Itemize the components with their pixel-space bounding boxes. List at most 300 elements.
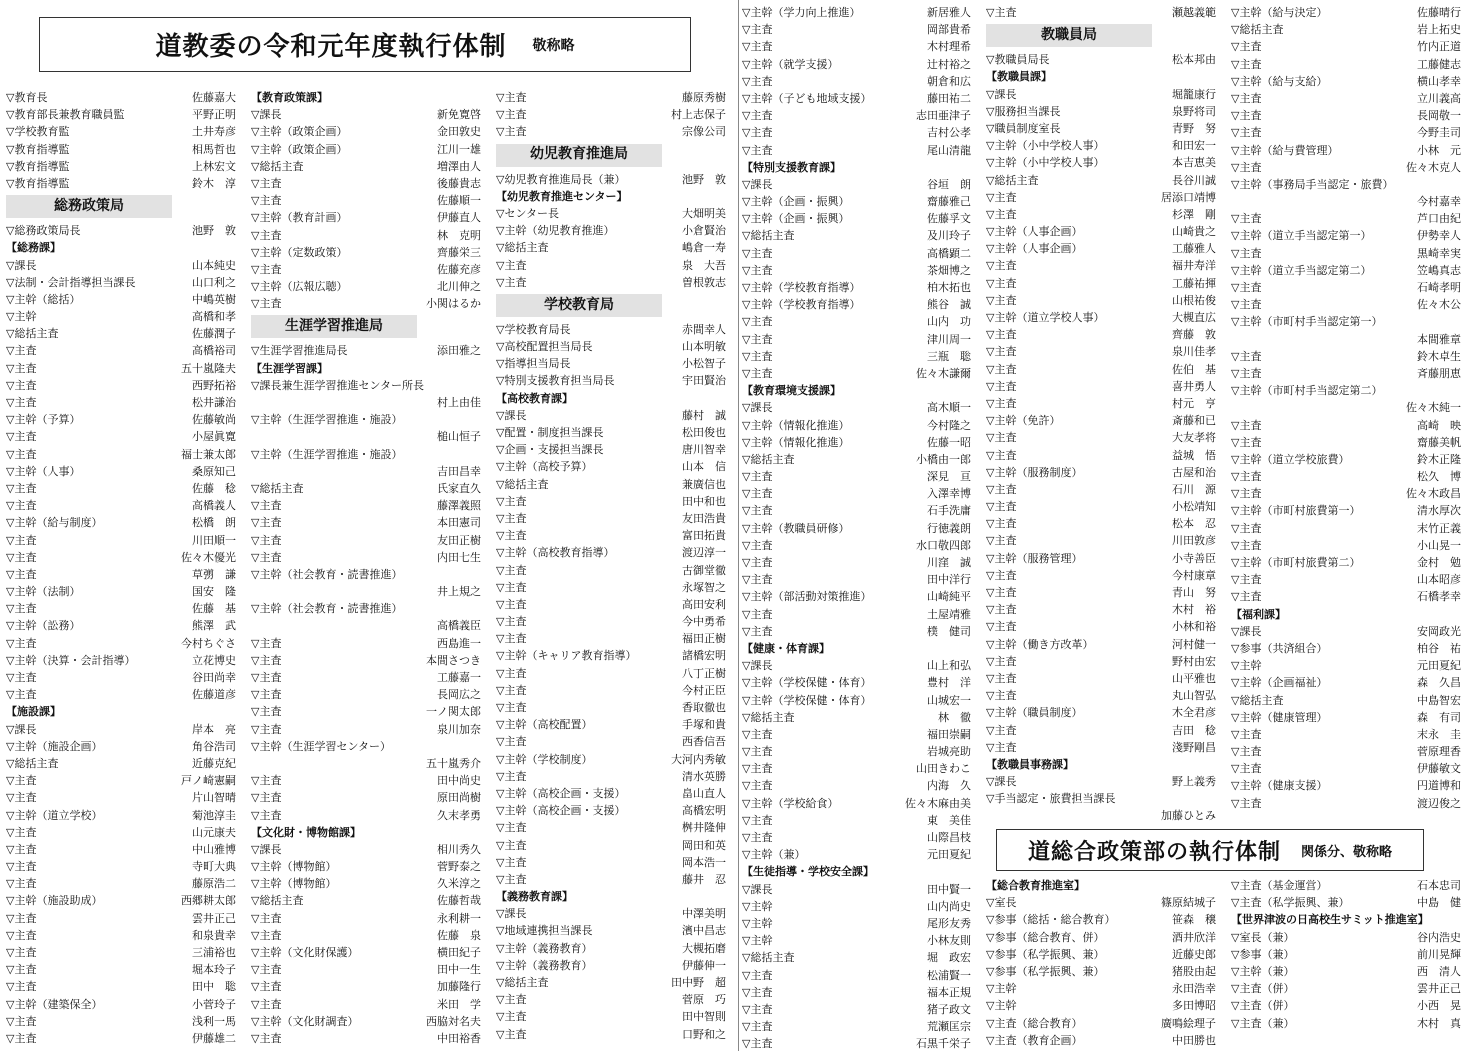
staff-name: 福井寿洋 <box>1172 259 1216 273</box>
position-title: ▽主幹（就学支援） <box>742 57 839 71</box>
staff-row <box>742 399 971 416</box>
title-note: 敬称略 <box>532 37 575 54</box>
position-title: ▽主査 <box>6 980 37 994</box>
position-title: ▽幼児教育推進局長（兼） <box>496 172 626 186</box>
staff-row <box>986 275 1216 292</box>
staff-row <box>1231 21 1461 38</box>
position-title: ▽主査 <box>496 701 527 715</box>
staff-name: 友田浩貴 <box>682 511 726 525</box>
position-title: ▽主幹（健康支援） <box>1231 779 1328 793</box>
staff-name: 山際昌枝 <box>927 831 971 845</box>
staff-name: 五十嵐秀介 <box>426 756 481 770</box>
staff-row <box>742 279 971 296</box>
staff-name: 佐々木純一 <box>1406 401 1461 415</box>
staff-name: 松田俊也 <box>682 426 726 440</box>
staff-row <box>1231 623 1461 640</box>
position-title: ▽主査 <box>986 396 1017 410</box>
staff-name: 田中智則 <box>682 1010 726 1024</box>
staff-row <box>1231 124 1461 141</box>
staff-name: 高橋裕司 <box>192 344 236 358</box>
staff-row <box>6 123 236 140</box>
staff-row <box>986 257 1216 274</box>
staff-row <box>1231 760 1461 777</box>
position-title: ▽主査 <box>496 1027 527 1041</box>
staff-name: 森 久昌 <box>1417 676 1461 690</box>
position-title: ▽総括主査 <box>496 477 549 491</box>
staff-row <box>986 309 1216 326</box>
staff-name: 高崎 映 <box>1417 418 1461 432</box>
staff-name: 高橋義臣 <box>437 619 481 633</box>
position-title: ▽主査 <box>986 6 1017 19</box>
position-title: ▽主査 <box>251 550 282 564</box>
staff-name: 三瓶 聡 <box>927 349 971 363</box>
position-title: ▽主査 <box>251 997 282 1011</box>
staff-name: 居添口靖博 <box>1161 190 1216 204</box>
position-title: ▽主査 <box>742 556 773 570</box>
staff-name: 兼廣信也 <box>682 477 726 491</box>
position-title: ▽主査（兼） <box>1231 1016 1295 1030</box>
staff-name: 中山雅博 <box>192 842 236 856</box>
staff-row <box>1231 176 1461 193</box>
staff-row <box>742 949 971 966</box>
staff-row <box>742 468 971 485</box>
position-title: ▽主査 <box>6 378 37 392</box>
staff-name: 国安 隆 <box>192 585 236 599</box>
position-title: ▽室長 <box>986 896 1017 910</box>
position-title: ▽主査 <box>6 842 37 856</box>
position-title: ▽主査 <box>496 993 527 1007</box>
staff-row <box>1231 417 1461 434</box>
staff-name: 山元康夫 <box>192 825 236 839</box>
staff-row <box>1231 210 1461 227</box>
division-heading: 【教職員課】 <box>986 70 1052 84</box>
staff-row <box>1231 296 1461 313</box>
staff-row <box>251 996 481 1013</box>
staff-row <box>1231 227 1461 244</box>
staff-row <box>742 674 971 691</box>
staff-row <box>1231 468 1461 485</box>
position-title: ▽総括主査 <box>496 976 549 990</box>
staff-row <box>496 768 726 785</box>
staff-row <box>742 434 971 451</box>
position-title: ▽主査 <box>1231 160 1262 174</box>
staff-name: 佐藤 泉 <box>437 928 481 942</box>
staff-row <box>742 554 971 571</box>
position-title: ▽主幹（教職員研修） <box>742 521 850 535</box>
staff-row <box>251 600 481 617</box>
position-title: ▽主査 <box>251 228 282 242</box>
staff-name: 本間雅章 <box>1417 332 1461 346</box>
staff-name: 手塚和貴 <box>682 718 726 732</box>
staff-name: 佐々木優光 <box>181 550 236 564</box>
staff-name: 大畑明美 <box>682 206 726 220</box>
staff-name: 山平雅也 <box>1172 671 1216 685</box>
position-title: ▽主査（基金運営） <box>1231 879 1328 892</box>
staff-name: 村上志保子 <box>671 108 726 122</box>
staff-name: 藤井 忍 <box>682 872 726 886</box>
position-title: ▽主査 <box>742 246 773 260</box>
staff-row <box>251 892 481 909</box>
staff-row <box>742 898 971 915</box>
staff-name: 青山 努 <box>1172 586 1216 600</box>
position-title: ▽主査 <box>6 963 37 977</box>
position-title: ▽主幹（給与制度） <box>6 516 103 530</box>
position-title: ▽主査 <box>742 126 773 140</box>
staff-row <box>986 120 1216 137</box>
staff-name: 木村 裕 <box>1172 603 1216 617</box>
staff-row <box>6 875 236 892</box>
staff-row <box>251 446 481 463</box>
position-title: ▽教育指導監 <box>6 159 70 173</box>
position-title: ▽主幹（高校配置） <box>496 718 593 732</box>
staff-row <box>6 978 236 995</box>
staff-row <box>251 841 481 858</box>
position-title: ▽主幹（博物館） <box>251 860 337 874</box>
position-title: ▽主査 <box>742 573 773 587</box>
position-title: ▽主幹（社会教育・読書推進） <box>251 567 403 581</box>
staff-row <box>986 172 1216 189</box>
staff-row <box>6 789 236 806</box>
position-title: ▽課長 <box>986 775 1017 789</box>
staff-column-6 <box>1231 4 1461 812</box>
staff-name: 小松靖知 <box>1172 500 1216 514</box>
staff-row <box>1231 571 1461 588</box>
staff-row <box>6 1013 236 1030</box>
staff-name: 村上由佳 <box>437 396 481 410</box>
staff-name: 永塚智之 <box>682 580 726 594</box>
position-title: ▽主査 <box>251 791 282 805</box>
staff-name: 本間さつき <box>426 653 481 667</box>
staff-name: 今野圭司 <box>1417 126 1461 140</box>
staff-row <box>986 584 1216 601</box>
position-title: ▽主幹（義務教育） <box>496 958 593 972</box>
staff-name: 柏木拓也 <box>927 281 971 295</box>
position-title: ▽主査 <box>986 482 1017 496</box>
staff-row <box>251 123 481 140</box>
staff-name: 津川周一 <box>927 332 971 346</box>
position-title: ▽主幹（博物館） <box>251 877 337 891</box>
staff-name: 和田宏一 <box>1172 139 1216 153</box>
staff-row <box>1231 434 1461 451</box>
staff-row <box>986 51 1216 68</box>
staff-name: 岡田和英 <box>682 838 726 852</box>
staff-name: 相川秀久 <box>437 842 481 856</box>
staff-name: 松浦賢一 <box>927 968 971 982</box>
staff-name: 高木順一 <box>927 401 971 415</box>
staff-name: 岩城亮助 <box>927 745 971 759</box>
staff-row <box>496 544 726 561</box>
staff-name: 佐藤 基 <box>192 602 236 616</box>
staff-name: 佐藤順一 <box>437 194 481 208</box>
staff-row <box>6 583 236 600</box>
position-title: ▽主査 <box>1231 590 1262 604</box>
position-title: ▽主査 <box>986 603 1017 617</box>
position-title: ▽主査 <box>986 328 1017 342</box>
staff-row <box>742 21 971 38</box>
staff-row <box>1231 743 1461 760</box>
staff-name: 池野 敦 <box>192 224 236 238</box>
staff-name: 斉藤朋恵 <box>1417 366 1461 380</box>
title-box-policy <box>996 829 1424 871</box>
staff-row <box>251 635 481 652</box>
staff-name: 唐川智幸 <box>682 443 726 457</box>
position-title: ▽主査 <box>986 259 1017 273</box>
position-title: ▽主査 <box>986 190 1017 204</box>
position-title: ▽主査 <box>251 774 282 788</box>
staff-name: 松井謙治 <box>192 396 236 410</box>
position-title: ▽主査 <box>496 632 527 646</box>
staff-name: 佐藤潤子 <box>192 327 236 341</box>
position-title: ▽服務担当課長 <box>986 104 1061 118</box>
position-title: ▽手当認定・旅費担当課長 <box>986 792 1116 806</box>
position-title: ▽主幹（文化財保護） <box>251 946 359 960</box>
bureau-heading-label: 総務政策局 <box>54 198 124 215</box>
staff-row <box>6 996 236 1013</box>
staff-row <box>742 4 971 21</box>
staff-row <box>496 1008 726 1025</box>
staff-row <box>1231 365 1461 382</box>
bureau-heading <box>496 144 662 167</box>
staff-name: 山根祐俊 <box>1172 293 1216 307</box>
staff-name: 佐藤孚文 <box>927 212 971 226</box>
staff-name: 清水英勝 <box>682 769 726 783</box>
staff-row <box>986 481 1216 498</box>
staff-name: 齋藤美帆 <box>1417 435 1461 449</box>
staff-name: 佐々木政昌 <box>1406 487 1461 501</box>
staff-row <box>251 738 481 755</box>
position-title: ▽センター長 <box>496 206 560 220</box>
staff-name: 及川玲子 <box>927 229 971 243</box>
position-title: ▽主査 <box>986 534 1017 548</box>
staff-name: 草彅 謙 <box>192 567 236 581</box>
position-title: ▽総括主査 <box>251 481 304 495</box>
staff-row <box>496 922 726 939</box>
staff-row <box>251 910 481 927</box>
position-title: ▽主幹（高校企画・支援） <box>496 804 626 818</box>
division-heading: 【義務教育課】 <box>496 890 573 904</box>
staff-row <box>1231 709 1461 726</box>
staff-name: 益城 悟 <box>1172 448 1216 462</box>
staff-name: 近藤克紀 <box>192 756 236 770</box>
position-title: ▽主査 <box>1231 366 1262 380</box>
staff-name: 石橋孝幸 <box>1417 590 1461 604</box>
staff-row <box>6 772 236 789</box>
position-title: ▽主査 <box>251 499 282 513</box>
staff-row <box>986 946 1216 963</box>
position-title: ▽主幹（学校教育指導） <box>742 298 861 312</box>
position-title: ▽主査 <box>742 985 773 999</box>
staff-name: 赤間幸人 <box>682 322 726 336</box>
staff-name: 渡辺俊之 <box>1417 796 1461 810</box>
position-title: ▽参事（共済組合） <box>1231 641 1328 655</box>
staff-name: 木全君彦 <box>1172 706 1216 720</box>
staff-name: 山本昭彦 <box>1417 573 1461 587</box>
position-title: ▽主幹（決算・会計指導） <box>6 653 136 667</box>
staff-row <box>742 1001 971 1018</box>
staff-name: 石崎孝明 <box>1417 281 1461 294</box>
staff-row <box>1231 451 1461 468</box>
position-title: ▽主査 <box>1231 281 1262 294</box>
staff-row <box>496 630 726 647</box>
staff-row <box>986 395 1216 412</box>
staff-name: 今中勇希 <box>682 615 726 629</box>
position-title: ▽主査 <box>986 517 1017 531</box>
staff-name: 山本純史 <box>192 258 236 272</box>
staff-row <box>496 837 726 854</box>
staff-row <box>6 617 236 634</box>
staff-name: 林 克明 <box>437 228 481 242</box>
division-heading: 【特別支援教育課】 <box>742 160 841 174</box>
staff-name: 西郷耕太郎 <box>181 894 236 908</box>
staff-name: 後藤貴志 <box>437 176 481 190</box>
staff-name: 今村隆之 <box>927 418 971 432</box>
position-title: ▽主幹（生涯学習推進・施設） <box>251 447 403 461</box>
division-heading: 【健康・体育課】 <box>742 641 830 655</box>
staff-name: 吉田 稔 <box>1172 723 1216 737</box>
staff-name: 菅原理香 <box>1417 745 1461 759</box>
staff-row <box>986 567 1216 584</box>
staff-row <box>496 596 726 613</box>
staff-row <box>986 103 1216 120</box>
staff-row <box>496 905 726 922</box>
position-title: ▽主査 <box>251 980 282 994</box>
position-title: ▽主幹（服務管理） <box>986 551 1083 565</box>
staff-row <box>496 106 726 123</box>
position-title: ▽主幹（道立学校） <box>6 808 103 822</box>
staff-row <box>6 497 236 514</box>
staff-row <box>742 795 971 812</box>
staff-row <box>251 652 481 669</box>
staff-row <box>251 497 481 514</box>
staff-name: 久米淳之 <box>437 877 481 891</box>
staff-row <box>6 291 236 308</box>
position-title: ▽主査 <box>496 838 527 852</box>
staff-row <box>1231 537 1461 554</box>
staff-name: 高橋義人 <box>192 499 236 513</box>
division-heading: 【教育環境支援課】 <box>742 384 841 398</box>
staff-row <box>1231 245 1461 262</box>
staff-name: 元田夏紀 <box>1417 659 1461 673</box>
position-title: ▽主査 <box>496 597 527 611</box>
position-title: ▽主査 <box>6 688 37 702</box>
staff-name: 工藤健志 <box>1417 57 1461 71</box>
position-title: ▽主幹 <box>742 917 773 930</box>
staff-row <box>496 991 726 1008</box>
staff-name: 古御堂徹 <box>682 563 726 577</box>
staff-row <box>742 313 971 330</box>
staff-name: 酒井欣洋 <box>1172 930 1216 944</box>
staff-row <box>6 257 236 274</box>
staff-name: 小橋由一郎 <box>916 452 971 466</box>
staff-row <box>251 295 481 312</box>
staff-row <box>251 566 481 583</box>
staff-row <box>986 687 1216 704</box>
staff-name: 中澤美明 <box>682 907 726 921</box>
position-title: ▽主幹（職員制度） <box>986 706 1083 720</box>
position-title: ▽主査 <box>986 207 1017 221</box>
position-title: ▽主査 <box>986 568 1017 582</box>
position-title: ▽主査 <box>742 487 773 501</box>
staff-name: 佐々木公 <box>1417 298 1461 312</box>
position-title: ▽課長 <box>1231 624 1262 638</box>
staff-name: 黒崎幸実 <box>1417 246 1461 260</box>
staff-row <box>742 485 971 502</box>
staff-name: 木村 真 <box>1417 1016 1461 1030</box>
staff-row <box>251 532 481 549</box>
staff-row <box>1231 348 1461 365</box>
position-title: ▽主査 <box>742 1020 773 1034</box>
position-title: ▽課長 <box>986 87 1017 101</box>
staff-row <box>986 498 1216 515</box>
position-title: ▽主幹（人事企画） <box>986 242 1083 256</box>
division-heading: 【総合教育推進室】 <box>986 879 1085 892</box>
position-title: ▽主査（教育企画） <box>986 1033 1083 1047</box>
position-title: ▽主査 <box>251 297 282 311</box>
staff-name: 嶋倉一寿 <box>682 241 726 255</box>
position-title: ▽主査 <box>742 315 773 329</box>
position-title: ▽主査 <box>742 779 773 793</box>
staff-name: 石川 源 <box>1172 482 1216 496</box>
staff-row <box>251 158 481 175</box>
staff-name: 高橋顕二 <box>927 246 971 260</box>
staff-row <box>742 984 971 1001</box>
staff-row <box>742 451 971 468</box>
position-title: ▽総括主査 <box>1231 23 1284 37</box>
staff-row <box>986 773 1216 790</box>
position-title: ▽主幹（生涯学習センター） <box>251 739 392 753</box>
staff-row <box>1231 279 1461 296</box>
position-title: ▽主査 <box>6 396 37 410</box>
staff-name: 佐伯 基 <box>1172 362 1216 376</box>
staff-name: 吉田昌幸 <box>437 464 481 478</box>
position-title: ▽主査 <box>1231 762 1262 776</box>
bureau-heading <box>986 24 1152 47</box>
staff-name: 岡本浩一 <box>682 855 726 869</box>
position-title: ▽主幹（市町村旅費第二） <box>1231 556 1361 569</box>
position-title: ▽主査 <box>742 332 773 346</box>
position-title: ▽主査 <box>496 615 527 629</box>
position-title: ▽総括主査 <box>6 756 59 770</box>
staff-row <box>742 743 971 760</box>
staff-name: 藤原秀樹 <box>682 91 726 104</box>
staff-name: 中田勝也 <box>1172 1033 1216 1047</box>
staff-name: 中島智宏 <box>1417 693 1461 707</box>
position-title: ▽配置・制度担当課長 <box>496 426 604 440</box>
staff-name: 本田憲司 <box>437 516 481 530</box>
position-title: ▽高校配置担当局長 <box>496 340 593 354</box>
staff-row <box>742 176 971 193</box>
staff-row <box>742 760 971 777</box>
staff-name: 笹森 穣 <box>1172 913 1216 927</box>
staff-row <box>251 858 481 875</box>
position-title: ▽主査 <box>251 653 282 667</box>
position-title: ▽主査 <box>6 1031 37 1045</box>
position-title: ▽課長 <box>6 722 37 736</box>
position-title: ▽主幹（企画・振興） <box>742 212 850 226</box>
position-title: ▽主幹（子ども地域支援） <box>742 91 872 105</box>
staff-row <box>496 239 726 256</box>
staff-row <box>742 227 971 244</box>
position-title: ▽主査 <box>6 430 37 444</box>
position-title: ▽主幹（学校教育指導） <box>742 281 861 295</box>
position-title: ▽主幹（高校企画・支援） <box>496 786 626 800</box>
staff-name: 菅野泰之 <box>437 860 481 874</box>
staff-name: 小屋眞寛 <box>192 430 236 444</box>
staff-row <box>1231 485 1461 502</box>
staff-row <box>496 579 726 596</box>
staff-name: 山口利之 <box>192 275 236 289</box>
staff-name: 長岡敬一 <box>1417 109 1461 123</box>
